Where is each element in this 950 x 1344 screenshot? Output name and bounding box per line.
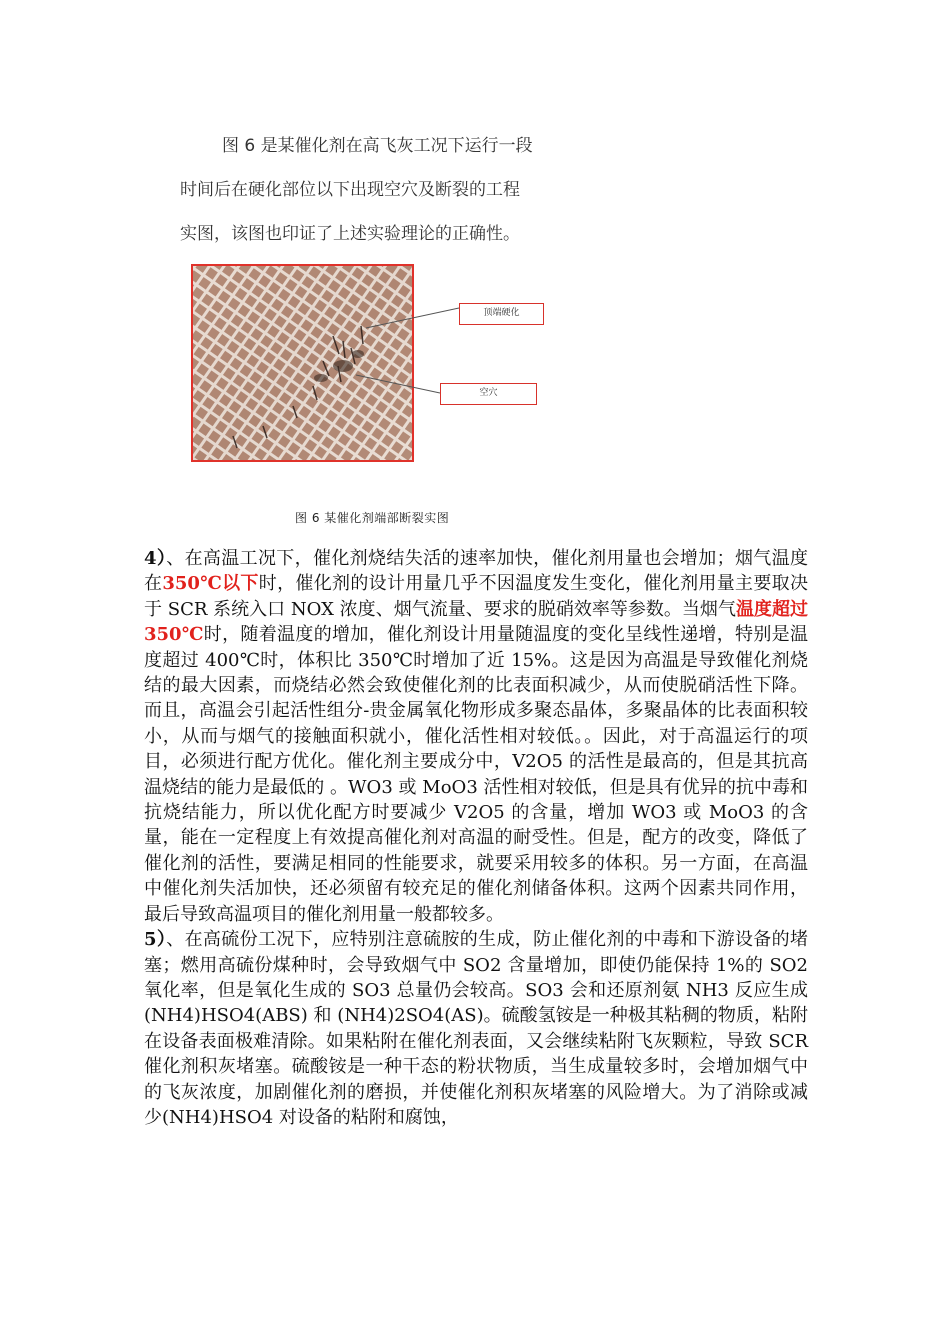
para4-text-2: 时，催化剂的设计用量几乎不因温度发生变化，催化剂用量主要取决于 SCR 系统入口 NOX 浓度、烟气流量、要求的脱硝效率等参数。当烟气 (144, 573, 808, 620)
paragraph-4 (144, 546, 808, 927)
callout-top-hardening: 顶端硬化 (459, 303, 544, 325)
paragraph-5 (144, 927, 808, 1130)
catalyst-grid-image (193, 266, 412, 460)
figure-caption: 图 6 某催化剂端部断裂实图 (295, 511, 450, 525)
para4-text-3: 时，随着温度的增加，催化剂设计用量随温度的变化呈线性递增，特别是温度超过 400℃时，体积比 350℃时增加了近 15%。这是因为高温是导致催化剂烧结的最大因素，而烧结必然会致使催化剂的比表面积减少，从而使脱硝活性下降。而且，高温会引起活性组分-贵金属氧化物形成多聚态晶体，多聚晶体的比表面积较小，从而与烟气的接触面积就小，催化活性相对较低。。因此，对于高温运行的项目，必须进行配方优化。催化剂主要成分中，V2O5 的活性是最高的，但是其抗高温烧结的能力是最低的 。WO3 或 MoO3 活性相对较低，但是具有优异的抗中毒和抗烧结能力，所以优化配方时要减少 V2O5 的含量，增加 WO3 或 MoO3 的含量，能在一定程度上有效提高催化剂对高温的耐受性。但是，配方的改变，降低了催化剂的活性，要满足相同的性能要求，就要采用较多的体积。另一方面，在高温中催化剂失活加快，还必须留有较充足的催化剂储备体积。这两个因素共同作用，最后导致高温项目的催化剂用量一般都较多。 (144, 624, 808, 925)
intro-line-3: 实图，该图也印证了上述实验理论的正确性。 (180, 224, 520, 244)
intro-text (180, 128, 580, 260)
para4-highlight-1: 350℃以下 (162, 573, 259, 595)
para4-text-1: 、在高温工况下，催化剂烧结失活的速率加快，催化剂用量也会增加；烟气温度在 (144, 548, 808, 595)
body-text (144, 546, 808, 1130)
para4-number: 4） (144, 548, 167, 569)
para5-text-1: 、在高硫份工况下，应特别注意硫胺的生成，防止催化剂的中毒和下游设备的堵塞；燃用高硫份煤种时，会导致烟气中 SO2 含量增加，即使仍能保持 1%的 SO2 氧化率，但是氧化生成的 SO3 总量仍会较高。SO3 会和还原剂氨 NH3 反应生成 (NH4)HSO4(ABS) 和 (NH4)2SO4(AS)。硫酸氢铵是一种极其粘稠的物质，粘附在设备表面极难清除。如果粘附在催化剂表面，又会继续粘附飞灰颗粒，导致 SCR 催化剂积灰堵塞。硫酸铵是一种干态的粉状物质，当生成量较多时，会增加烟气中的飞灰浓度，加剧催化剂的磨损，并使催化剂积灰堵塞的风险增大。为了消除或减少(NH4)HSO4 对设备的粘附和腐蚀， (144, 929, 808, 1128)
intro-line-2: 时间后在硬化部位以下出现空穴及断裂的工程 (180, 180, 520, 200)
para5-number: 5） (144, 929, 167, 951)
para4-highlight-2: 温度超过 350℃ (144, 598, 809, 646)
catalyst-photo (191, 264, 414, 462)
intro-line-1: 图 6 是某催化剂在高飞灰工况下运行一段 (222, 136, 533, 156)
callout-cavity: 空穴 (440, 383, 537, 405)
